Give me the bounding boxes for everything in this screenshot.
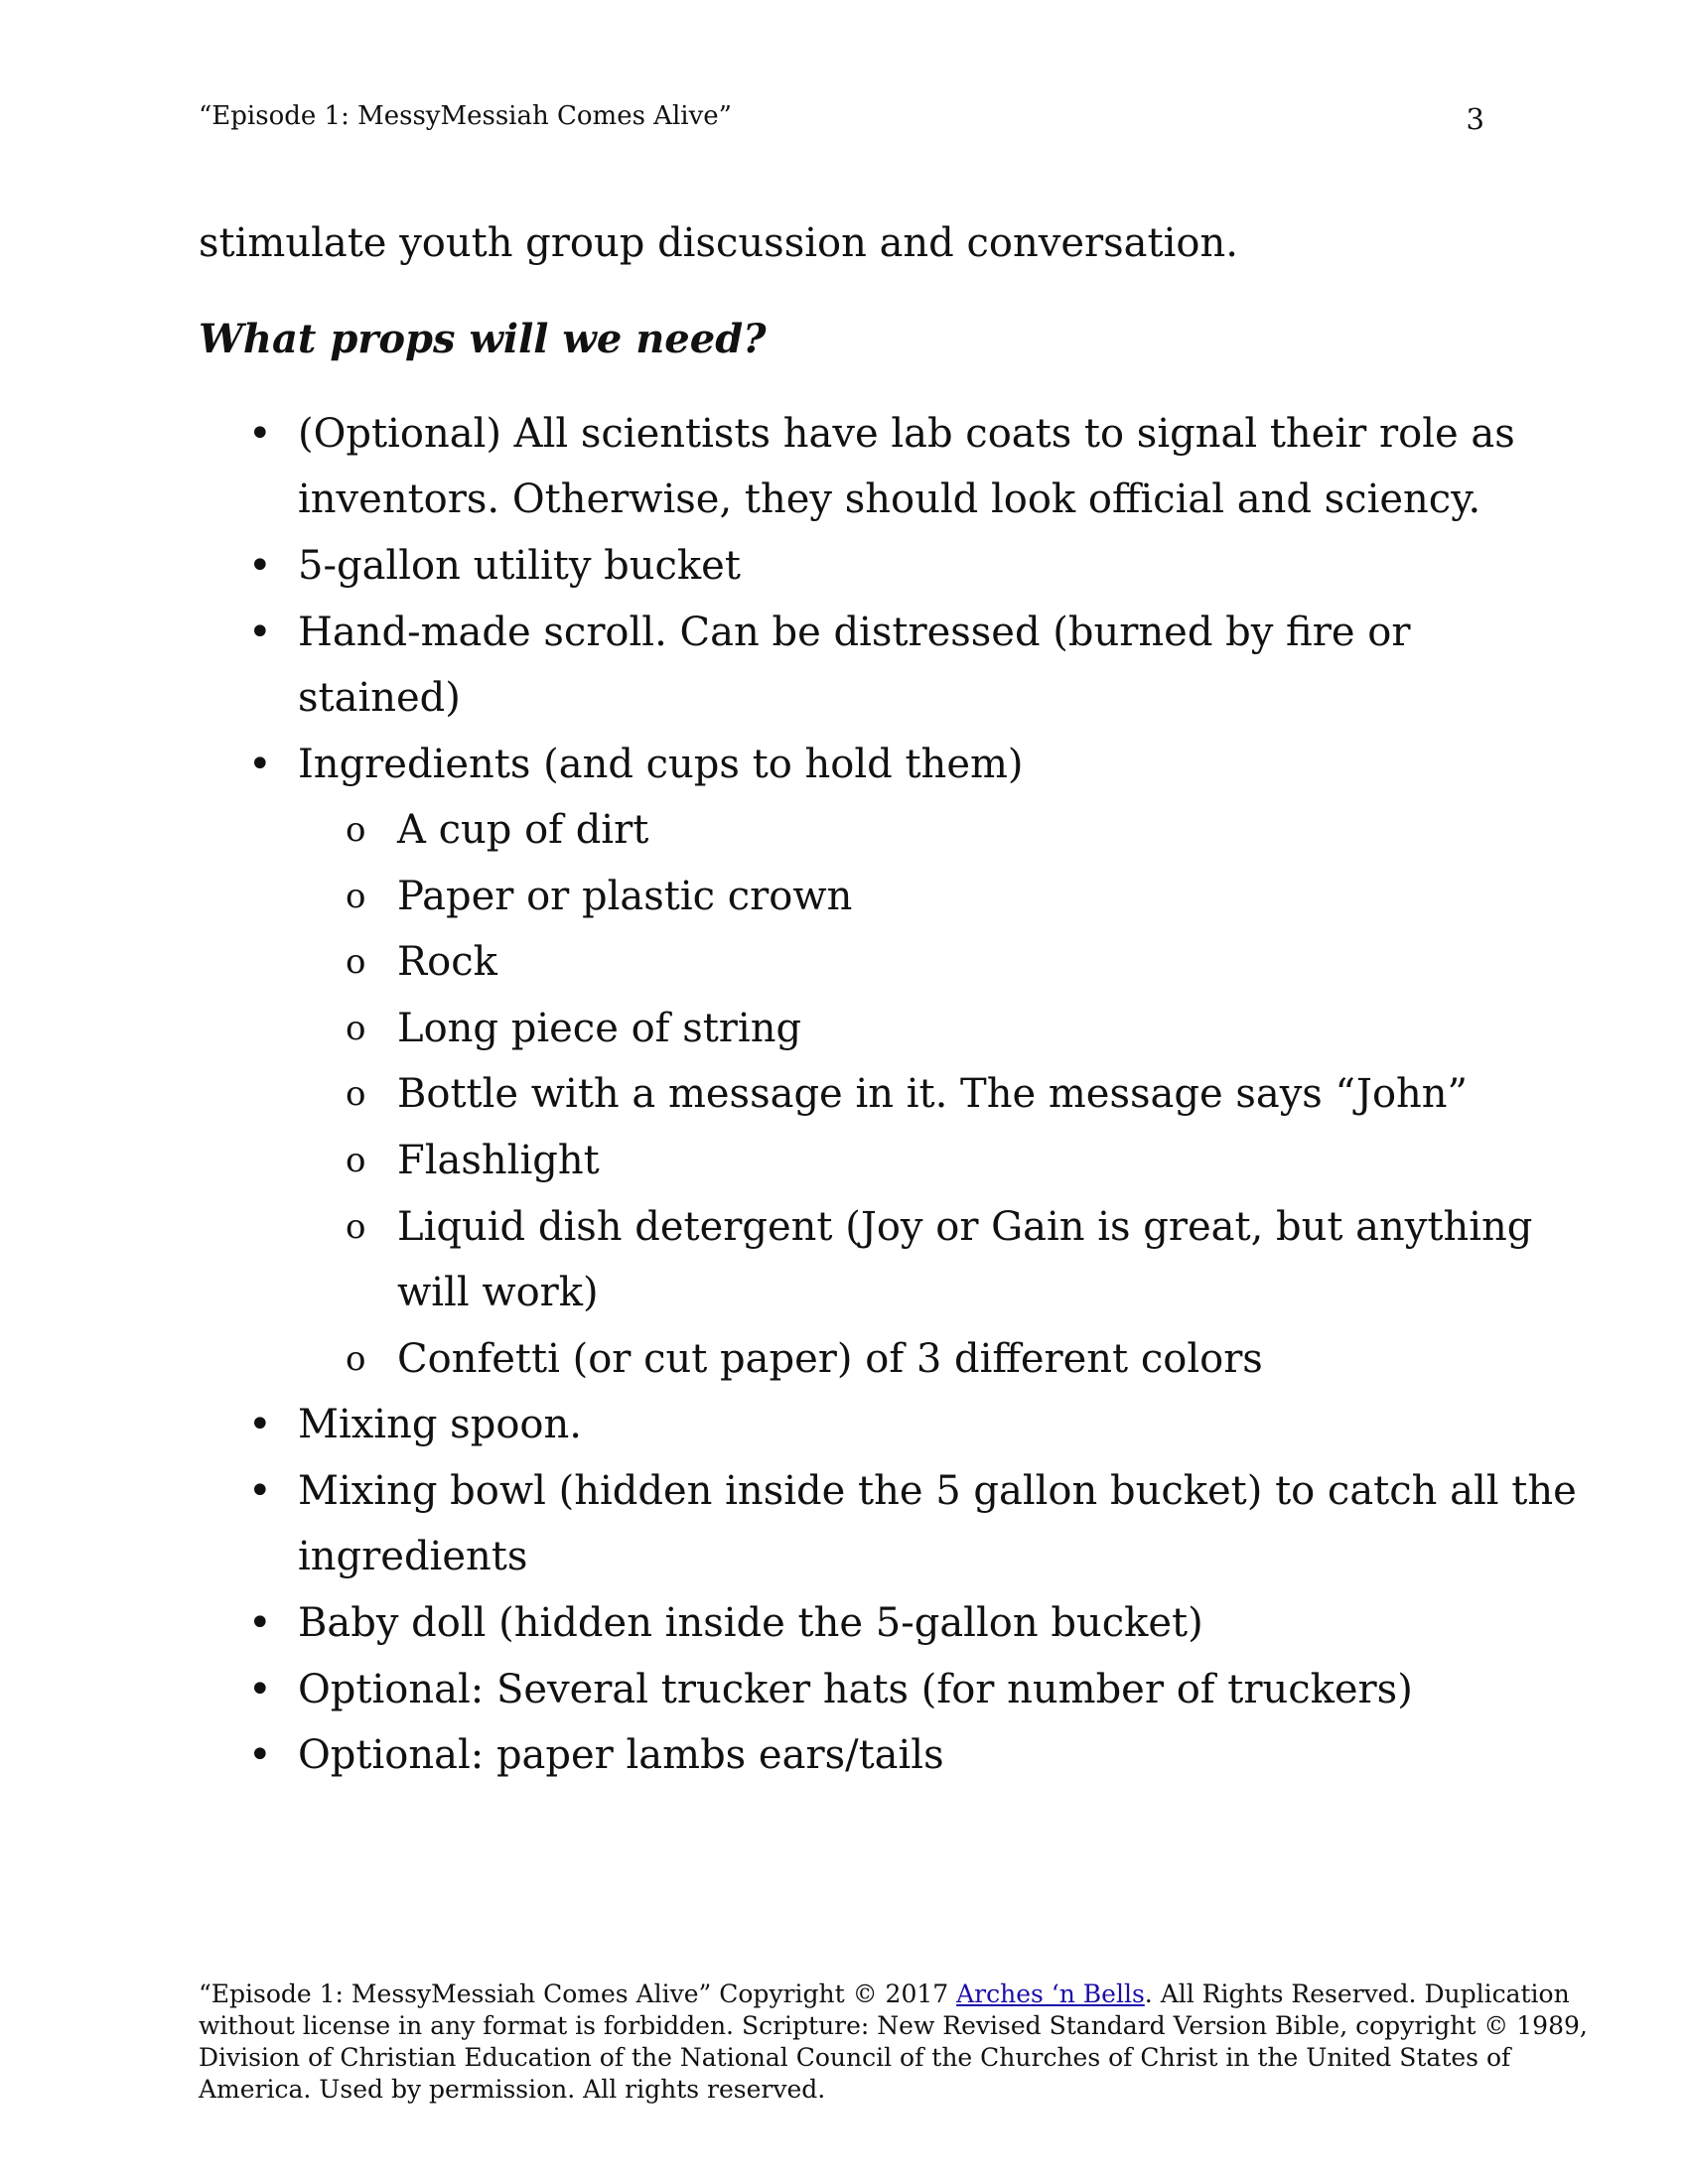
circle-bullet-icon: o — [346, 1074, 366, 1114]
bullet-icon: • — [248, 610, 272, 655]
circle-bullet-icon: o — [346, 942, 366, 982]
list-item-text: 5-gallon utility bucket — [298, 543, 741, 589]
list-item-ingredients — [248, 732, 1024, 797]
list-item-text: Confetti (or cut paper) of 3 different colors — [397, 1336, 1263, 1382]
list-item-bowl — [248, 1458, 1577, 1524]
footer-line-4: America. Used by permission. All rights reserved. — [199, 2075, 826, 2104]
running-header-title: “Episode 1: MessyMessiah Comes Alive” — [199, 101, 732, 131]
bullet-icon: • — [248, 1600, 272, 1646]
circle-bullet-icon: o — [346, 810, 366, 850]
circle-bullet-icon: o — [346, 1141, 366, 1180]
page-number: 3 — [1466, 102, 1484, 136]
list-item-text: Optional: paper lambs ears/tails — [298, 1732, 944, 1778]
list-item-text: will work) — [397, 1270, 599, 1315]
list-item-bucket — [248, 533, 741, 599]
sub-list-item-crown — [346, 864, 853, 929]
bullet-icon: • — [248, 1468, 272, 1514]
footer-line-3: Division of Christian Education of the National Council of the Churches of Christ in the United States of — [199, 2043, 1511, 2072]
list-item-text: (Optional) All scientists have lab coats to signal their role as — [298, 411, 1515, 457]
sub-list-item-bottle — [346, 1061, 1469, 1127]
list-item-text: Liquid dish detergent (Joy or Gain is great, but anything — [397, 1204, 1533, 1250]
list-item-text: Ingredients (and cups to hold them) — [298, 742, 1024, 787]
list-item-trucker-hats — [248, 1657, 1413, 1722]
list-item-text: stained) — [298, 675, 461, 721]
copyright-footer — [199, 1979, 1588, 2106]
list-item-text: Hand-made scroll. Can be distressed (burned by fire or — [298, 610, 1411, 655]
sub-list-item-detergent-continued — [397, 1260, 599, 1325]
sub-list-item-string — [346, 996, 802, 1061]
sub-list-item-flashlight — [346, 1128, 600, 1193]
intro-paragraph-continuation: stimulate youth group discussion and conversation. — [199, 220, 1238, 266]
footer-line-1 — [199, 1979, 1570, 2010]
list-item-text: Paper or plastic crown — [397, 874, 853, 919]
list-item-text: Rock — [397, 939, 497, 985]
list-item-text: A cup of dirt — [397, 807, 649, 853]
list-item-lab-coats-continued — [298, 467, 1480, 532]
list-item-scroll — [248, 600, 1411, 665]
list-item-bowl-continued — [298, 1524, 527, 1589]
bullet-icon: • — [248, 1732, 272, 1778]
list-item-text: Mixing bowl (hidden inside the 5 gallon bucket) to catch all the — [298, 1468, 1577, 1514]
list-item-baby-doll — [248, 1590, 1203, 1656]
list-item-text: Optional: Several trucker hats (for number of truckers) — [298, 1667, 1413, 1712]
footer-line-2: without license in any format is forbidden. Scripture: New Revised Standard Version Bible, copyright © 1989, — [199, 2011, 1588, 2040]
sub-list-item-rock — [346, 929, 497, 995]
list-item-text: inventors. Otherwise, they should look official and sciency. — [298, 477, 1481, 522]
list-item-text: Flashlight — [397, 1138, 600, 1183]
arches-n-bells-link[interactable]: Arches ‘n Bells — [956, 1979, 1145, 2008]
circle-bullet-icon: o — [346, 1207, 366, 1247]
list-item-scroll-continued — [298, 665, 461, 731]
list-item-lab-coats — [248, 401, 1515, 467]
list-item-text: Bottle with a message in it. The message says “John” — [397, 1071, 1469, 1117]
list-item-text: Mixing spoon. — [298, 1402, 582, 1447]
bullet-icon: • — [248, 1402, 272, 1447]
bullet-icon: • — [248, 742, 272, 787]
list-item-spoon — [248, 1392, 582, 1457]
circle-bullet-icon: o — [346, 1009, 366, 1048]
bullet-icon: • — [248, 543, 272, 589]
props-section-heading: What props will we need? — [199, 316, 767, 362]
list-item-lamb-ears — [248, 1722, 944, 1788]
circle-bullet-icon: o — [346, 1339, 366, 1379]
list-item-text: Long piece of string — [397, 1006, 802, 1051]
footer-text: . All Rights Reserved. Duplication — [1144, 1979, 1570, 2008]
bullet-icon: • — [248, 1667, 272, 1712]
list-item-text: Baby doll (hidden inside the 5-gallon bucket) — [298, 1600, 1203, 1646]
bullet-icon: • — [248, 411, 272, 457]
sub-list-item-confetti — [346, 1326, 1263, 1392]
footer-text: “Episode 1: MessyMessiah Comes Alive” Copyright © 2017 — [199, 1979, 957, 2008]
list-item-text: ingredients — [298, 1534, 528, 1579]
sub-list-item-dirt — [346, 797, 649, 863]
sub-list-item-detergent — [346, 1194, 1533, 1260]
circle-bullet-icon: o — [346, 877, 366, 916]
